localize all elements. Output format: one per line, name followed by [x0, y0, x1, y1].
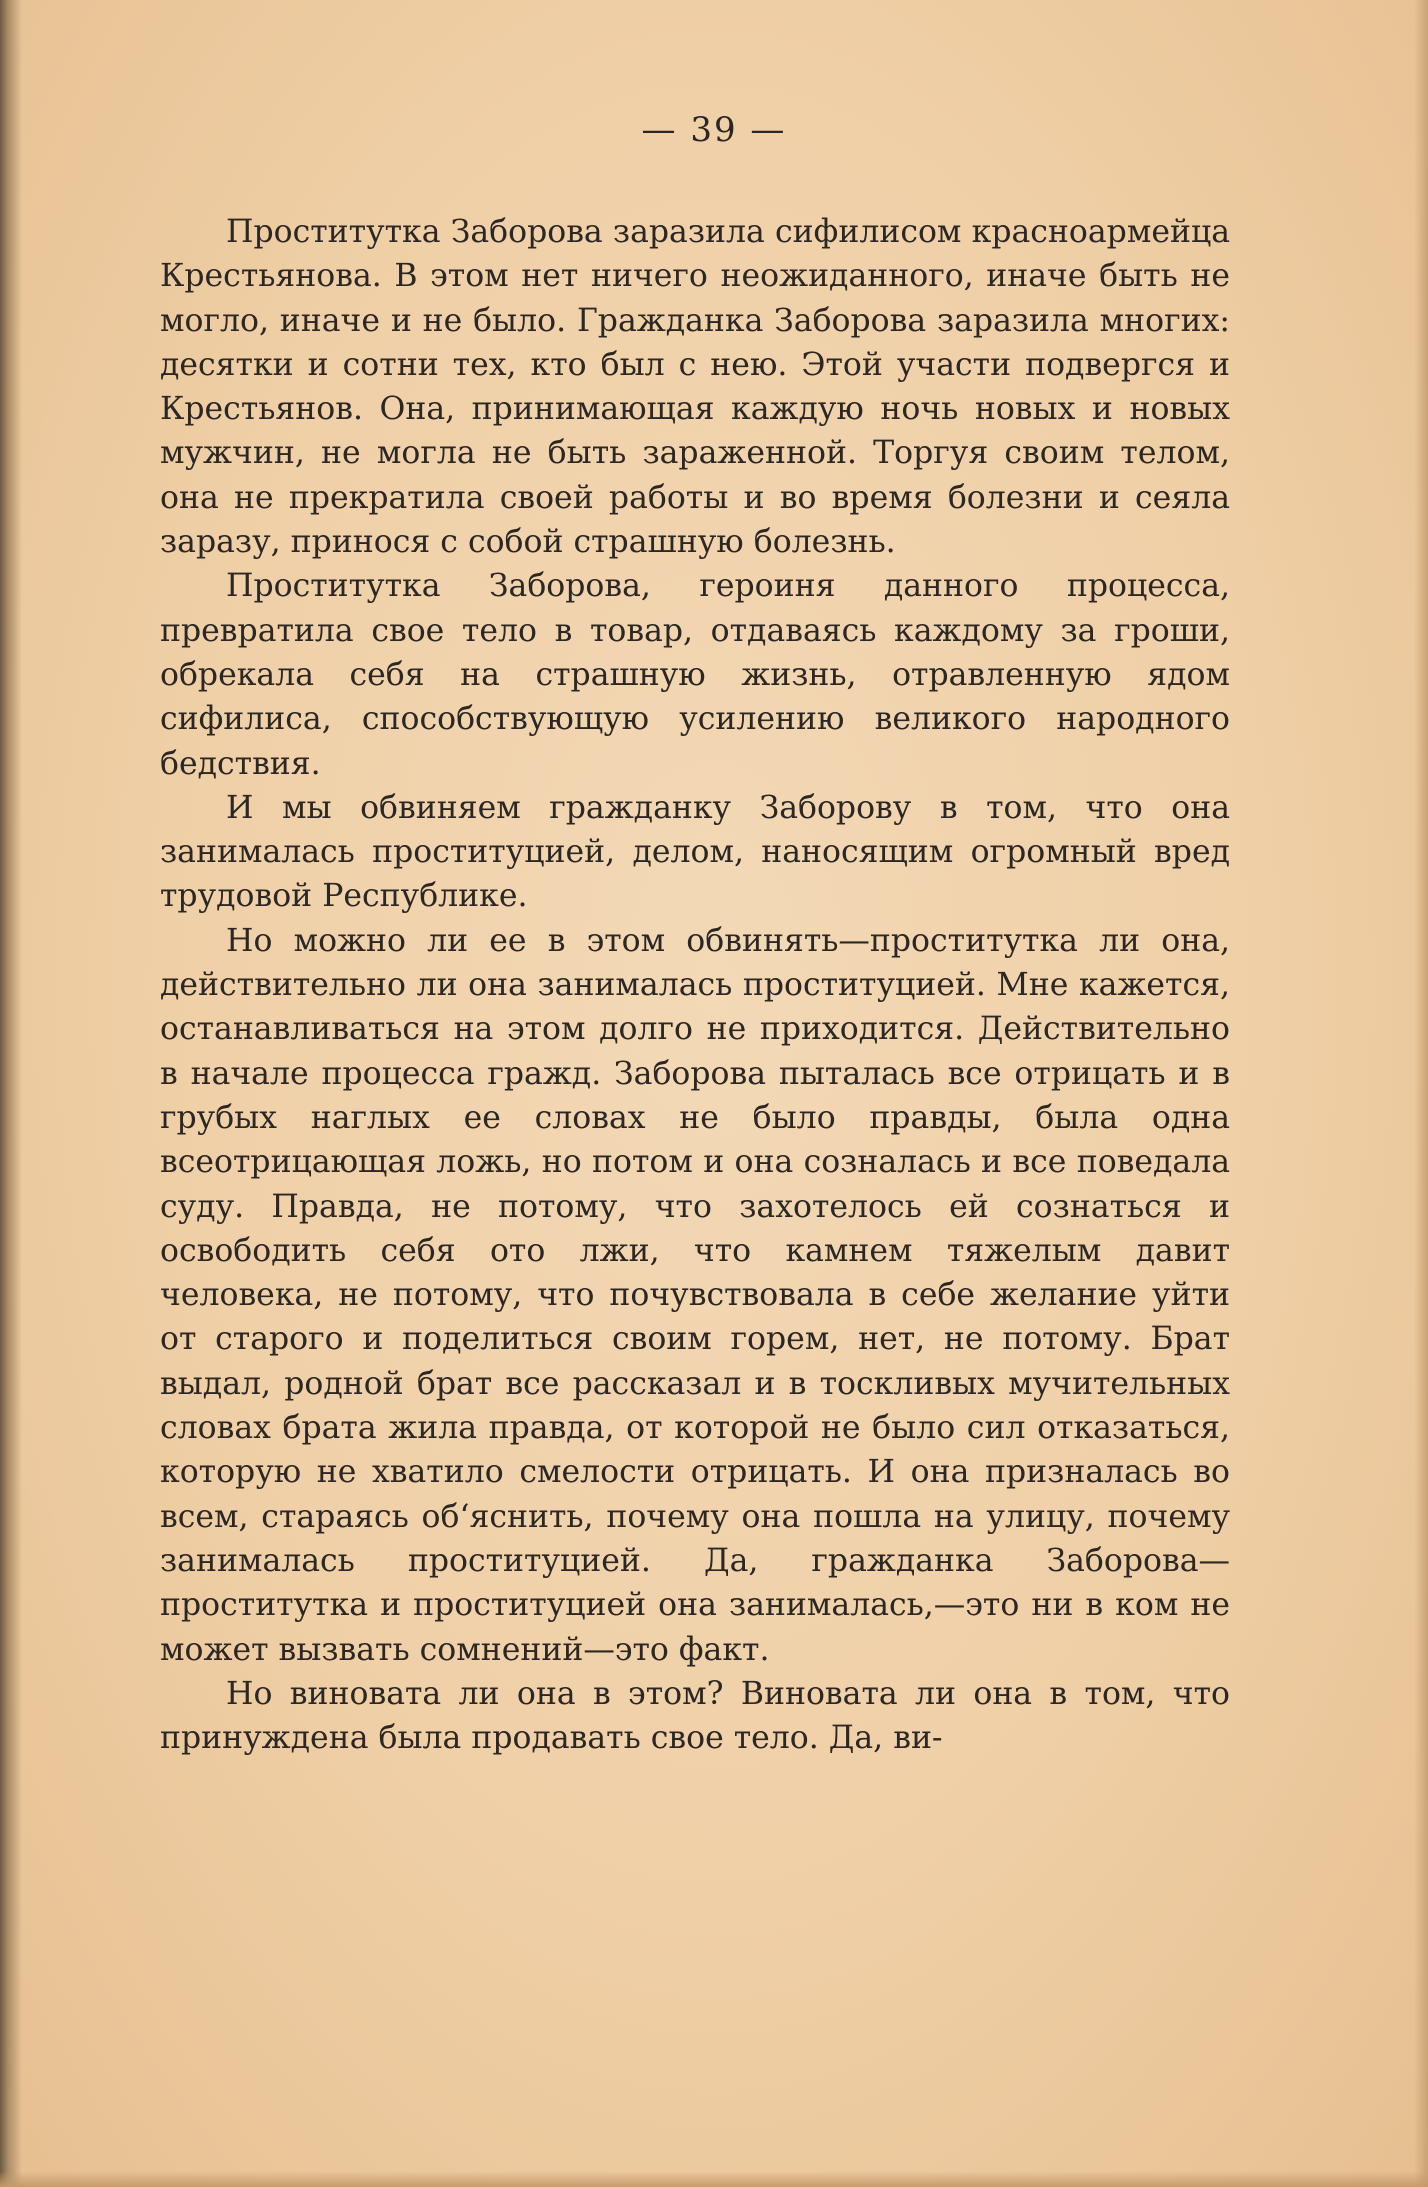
paragraph: И мы обвиняем гражданку Заборову в том, что она занималась проституцией, делом, наносящим огромный вред трудовой Республике. [160, 789, 1230, 915]
paragraph: Проститутка Заборова, героиня данного процесса, превратила свое тело в товар, отдаваясь каждому за гроши, обрекала себя на страшную жизнь, отравленную ядом сифилиса, способствующую усилению великого народного бедствия. [160, 568, 1230, 782]
body-text [160, 210, 1230, 1760]
paragraph: Проститутка Заборова заразила сифилисом красноармейца Крестьянова. В этом нет ничего неожиданного, иначе быть не могло, иначе и не было. Гражданка Заборова заразила многих: десятки и сотни тех, кто был с нею. Этой участи подвергся и Крестьянов. Она, принимающая каждую ночь новых и новых мужчин, не могла не быть зараженной. Торгуя своим телом, она не прекратила своей работы и во время болезни и сеяла заразу, принося с собой страшную болезнь. [160, 214, 1230, 561]
page-number: — 39 — [641, 110, 787, 150]
paragraph: Но можно ли ее в этом обвинять—проститутка ли она, действительно ли она занималась проституцией. Мне кажется, останавливаться на этом долго не приходится. Действительно в начале процесса гражд. Заборова пыталась все отрицать и в грубых наглых ее словах не было правды, была одна всеотрицающая ложь, но потом и она созналась и все поведала суду. Правда, не потому, что захотелось ей сознаться и освободить себя ото лжи, что камнем тяжелым давит человека, не потому, что почувствовала в себе желание уйти от старого и поделиться своим горем, нет, не потому. Брат выдал, родной брат все рассказал и в тоскливых мучительных словах брата жила правда, от которой не было сил отказаться, которую не хватило смелости отрицать. И она призналась во всем, стараясь об‘яснить, почему она пошла на улицу, почему занималась проституцией. Да, гражданка Заборова—проститутка и проституцией она занималась,—это ни в ком не может вызвать сомнений—это факт. [160, 922, 1230, 1668]
paragraph: Но виновата ли она в этом? Виновата ли она в том, что принуждена была продавать свое тело. Да, ви- [160, 1675, 1230, 1757]
page-binding-edge [0, 0, 22, 2187]
page-right-edge [1414, 0, 1428, 2187]
page-bottom-edge [0, 2171, 1428, 2187]
